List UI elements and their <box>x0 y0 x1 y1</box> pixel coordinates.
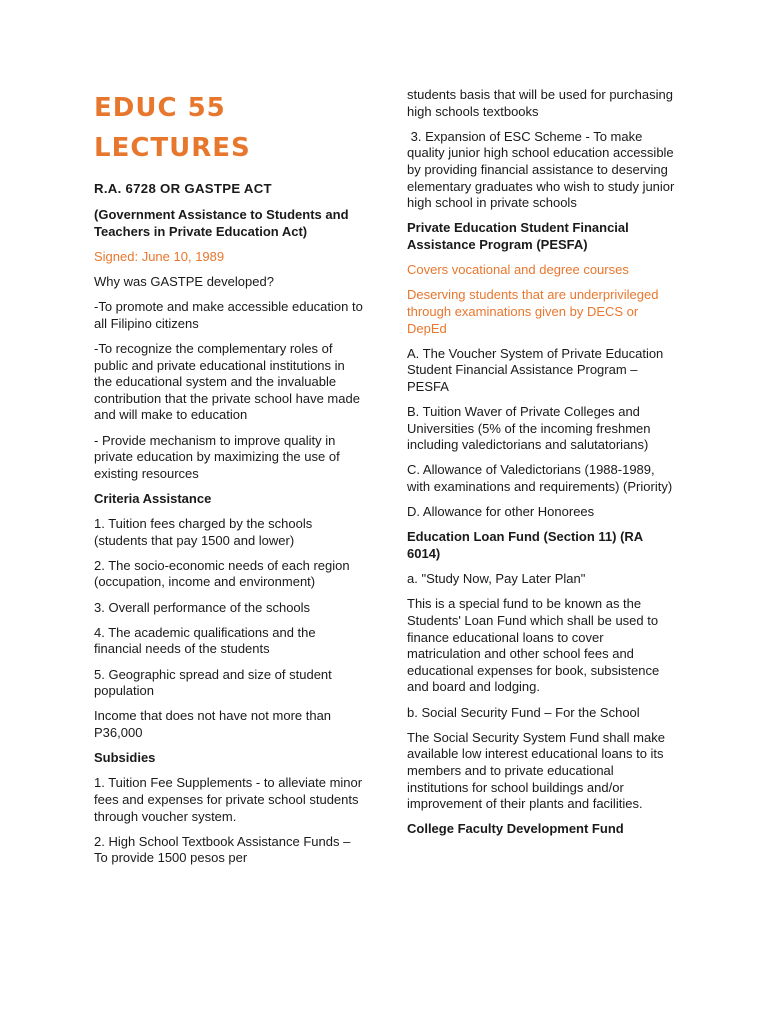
pesfa-item: C. Allowance of Valedictorians (1988-1989, with examinations and requirements) (Priority) <box>407 462 673 495</box>
criteria-item: 4. The academic qualifications and the financial needs of the students <box>94 624 316 657</box>
subsidies-heading: Subsidies <box>94 750 156 766</box>
purpose-item: -To recognize the complementary roles of public and private educational institutions in the educational system and the invaluable contribution that the private school have made and will make to education <box>94 340 360 423</box>
document-title: EDUC 55 LECTURES <box>94 93 251 163</box>
sss-description: The Social Security System Fund shall make available low interest educational loans to its members and to private educational institutions for school buildings and/or improvement of their plants and facilities. <box>407 729 665 812</box>
subsidy-item: 2. High School Textbook Assistance Funds – To provide 1500 pesos per <box>94 833 351 866</box>
criteria-item: 3. Overall performance of the schools <box>94 599 311 615</box>
loan-description: This is a special fund to be known as the Students' Loan Fund which shall be used to finance educational loans to cover matriculation and other school fees and educational expenses for book, subsistence and board and lodging. <box>407 596 660 695</box>
criteria-item: 1. Tuition fees charged by the schools (students that pay 1500 and lower) <box>94 516 313 548</box>
pesfa-item: D. Allowance for other Honorees <box>407 504 595 520</box>
left-column <box>94 88 366 876</box>
pesfa-item: B. Tuition Waver of Private Colleges and Universities (5% of the incoming freshmen including valedictorians and salutatorians) <box>407 404 651 453</box>
criteria-item: 5. Geographic spread and size of student population <box>94 666 332 699</box>
right-column <box>407 87 678 846</box>
loan-heading: Education Loan Fund (Section 11) (RA 6014) <box>407 529 643 561</box>
act-full-name: (Government Assistance to Students and Teachers in Private Education Act) <box>94 207 349 239</box>
loan-item: b. Social Security Fund – For the School <box>407 704 640 720</box>
pesfa-note: Deserving students that are underprivileged through examinations given by DECS or DepEd <box>407 287 659 336</box>
subsidy-continuation: students basis that will be used for purchasing high schools textbooks <box>407 87 673 119</box>
criteria-heading: Criteria Assistance <box>94 490 212 506</box>
subsidy-item: 3. Expansion of ESC Scheme - To make quality junior high school education accessible by providing financial assistance to deserving elementary graduates who wish to study junior high school in private schools <box>407 128 678 211</box>
income-note: Income that does not have not more than P36,000 <box>94 708 332 740</box>
act-heading: R.A. 6728 OR GASTPE ACT <box>94 181 272 196</box>
subsidy-item: 1. Tuition Fee Supplements - to alleviate minor fees and expenses for private school students through voucher system. <box>94 775 363 824</box>
pesfa-note: Covers vocational and degree courses <box>407 262 629 278</box>
criteria-item: 2. The socio-economic needs of each region (occupation, income and environment) <box>94 557 350 590</box>
pesfa-heading: Private Education Student Financial Assistance Program (PESFA) <box>407 220 629 252</box>
purpose-item: -To promote and make accessible education to all Filipino citizens <box>94 299 363 331</box>
purpose-item: - Provide mechanism to improve quality in private education by maximizing the use of existing resources <box>94 432 340 481</box>
faculty-fund-heading: College Faculty Development Fund <box>407 821 624 837</box>
signed-date: Signed: June 10, 1989 <box>94 248 225 264</box>
loan-item: a. "Study Now, Pay Later Plan" <box>407 571 586 587</box>
pesfa-item: A. The Voucher System of Private Education Student Financial Assistance Program – PESFA <box>407 345 664 394</box>
why-question: Why was GASTPE developed? <box>94 273 274 289</box>
